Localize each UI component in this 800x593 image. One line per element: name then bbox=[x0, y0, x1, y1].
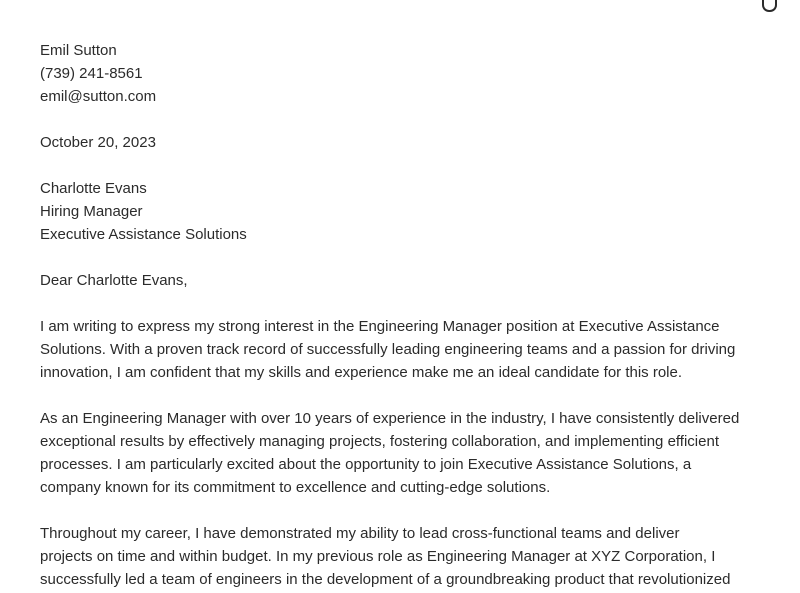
sender-name: Emil Sutton bbox=[40, 42, 117, 59]
paragraph-line: successfully led a team of engineers in the development of a groundbreaking product that revolutionized bbox=[40, 571, 731, 588]
sender-phone: (739) 241-8561 bbox=[40, 65, 143, 82]
paragraph-line: processes. I am particularly excited about the opportunity to join Executive Assistance Solutions, a bbox=[40, 456, 692, 473]
paragraph-line: company known for its commitment to excellence and cutting-edge solutions. bbox=[40, 479, 551, 496]
paragraph-1 bbox=[40, 315, 739, 384]
recipient-title: Hiring Manager bbox=[40, 203, 143, 220]
paragraph-line: I am writing to express my strong interest in the Engineering Manager position at Executive Assistance bbox=[40, 318, 720, 335]
paragraph-line: Solutions. With a proven track record of successfully leading engineering teams and a passion for driving bbox=[40, 341, 736, 358]
paragraph-line: Throughout my career, I have demonstrated my ability to lead cross-functional teams and deliver bbox=[40, 525, 680, 542]
paragraph-line: exceptional results by effectively managing projects, fostering collaboration, and implementing efficient bbox=[40, 433, 719, 450]
recipient-company: Executive Assistance Solutions bbox=[40, 226, 247, 243]
paragraph-line: projects on time and within budget. In my previous role as Engineering Manager at XYZ Corporation, I bbox=[40, 548, 716, 565]
paragraph-3 bbox=[40, 522, 739, 591]
paragraph-line: As an Engineering Manager with over 10 years of experience in the industry, I have consistently delivered bbox=[40, 410, 740, 427]
paragraph-line: innovation, I am confident that my skills and experience make me an ideal candidate for this role. bbox=[40, 364, 683, 381]
letter-date: October 20, 2023 bbox=[40, 134, 156, 151]
recipient-name: Charlotte Evans bbox=[40, 180, 147, 197]
paragraph-2 bbox=[40, 407, 739, 499]
sender-email: emil@sutton.com bbox=[40, 88, 157, 105]
salutation: Dear Charlotte Evans, bbox=[40, 272, 188, 289]
cropped-icon bbox=[762, 0, 777, 12]
cover-letter bbox=[40, 39, 739, 591]
